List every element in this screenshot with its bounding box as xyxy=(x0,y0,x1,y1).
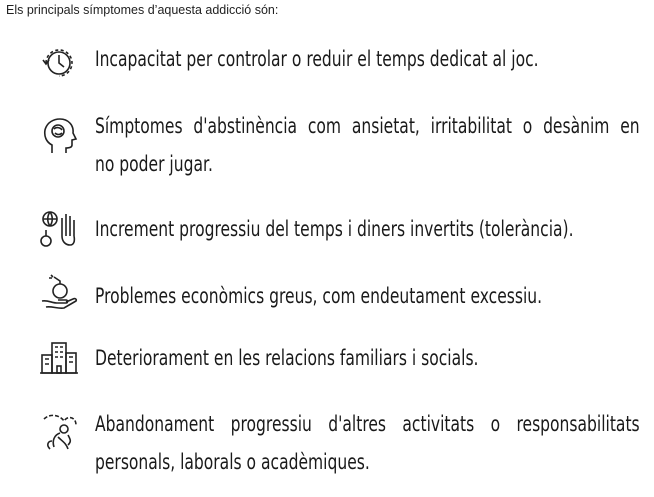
symptom-text: Incapacitat per controlar o reduir el temps dedicat al joc. xyxy=(95,47,539,71)
bomb-hand-icon xyxy=(38,271,80,313)
symptom-text: Símptomes d'abstinència com ansietat, irritabilitat o desànim en xyxy=(95,114,640,138)
buildings-icon xyxy=(38,337,80,379)
symptom-text: Increment progressiu del temps i diners invertits (tolerància). xyxy=(95,217,574,241)
symptom-text-cont: no poder jugar. xyxy=(95,152,213,176)
brain-head-icon xyxy=(38,115,80,157)
symptom-text: Deteriorament en les relacions familiars i socials. xyxy=(95,346,479,370)
symptom-text: Abandonament progressiu d'altres activitats o responsabilitats xyxy=(95,412,640,436)
symptom-text: Problemes econòmics greus, com endeutament excessiu. xyxy=(95,284,543,308)
crouching-person-icon xyxy=(38,411,80,453)
clock-icon xyxy=(38,42,80,84)
symptom-text-cont: personals, laborals o acadèmiques. xyxy=(95,450,370,474)
intro-text: Els principals símptomes d’aquesta addicció són: xyxy=(6,3,279,17)
handcuffs-hand-icon xyxy=(38,208,80,250)
